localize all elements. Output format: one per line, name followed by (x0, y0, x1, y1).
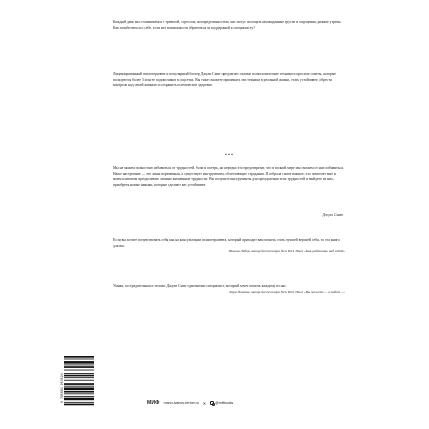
review-1-text: Если вы хотите почувствовать себя как на консультации психотерапевта, который приходит вам помочь стать лучшей версией себя, то эта книга для вас. (113, 238, 340, 248)
publisher-social-handle: @mifbooks (215, 401, 234, 405)
review-2-attribution: Лара Пэммон, автор бестселлера New York Times «Вы можете ... в любой ...» (228, 289, 345, 294)
barcode-bar (64, 404, 94, 406)
author-quote-block (113, 166, 345, 188)
author-intro-block (113, 72, 345, 89)
barcode-bar (64, 377, 94, 378)
barcode (64, 355, 94, 421)
barcode-graphic (64, 355, 94, 421)
section-divider: ... (225, 148, 234, 157)
publisher-site: mann-ivanov-ferber.ru (163, 401, 199, 405)
barcode-bar (64, 370, 94, 371)
barcode-bar (64, 398, 94, 401)
review-2-text: Умная, сострадательная и теплая. Джули Смит однозначно специалист, который хочет помочь каждому из нас. (113, 284, 287, 288)
barcode-number: 9 785001 953524 (60, 373, 64, 403)
barcode-bar (64, 375, 94, 377)
publisher-logo: МИФ (147, 400, 160, 406)
author-signature: Джули Смит (322, 213, 343, 217)
barcode-bar (64, 391, 94, 393)
publisher-footer (147, 398, 307, 408)
review-1-attribution: Никола Лёдер, автор бестселлера New York Times «Как работать над собой» (228, 249, 345, 254)
barcode-bar (64, 365, 94, 366)
barcode-bar (64, 386, 94, 387)
intro-paragraph: Каждый день мы сталкиваемся с тревогой, стрессом, неопределенностью, нас могут посещать неожиданные грусти и ощущения, разные утраты. Как позаботиться о себе, если нет возможности обратиться за поддержкой к специалисту? (113, 20, 342, 30)
author-intro-paragraph: Лицензированный психотерапевт и популярный блогер Джули Смит предлагает сжатые психологические техники и простые советы, которые пользуются более 3 млн ее подписчиков в соцсетях. Вы тоже сможете применять эти техники в реальной жизни, стать устойчивее, обрести контроль над своей жизнью и сохранить психическое здоровье. (113, 72, 336, 88)
review-2 (113, 284, 345, 295)
barcode-bar (64, 366, 94, 368)
barcode-bar (64, 387, 94, 390)
barcode-bar (64, 356, 94, 358)
barcode-bar (64, 380, 94, 381)
instagram-icon (210, 401, 214, 405)
review-1 (113, 238, 345, 254)
barcode-bar (64, 396, 94, 397)
publisher-separator: ✕ (202, 400, 207, 406)
author-quote-paragraph: Мы не можем полностью избавиться от трудностей, боли и потерь, но нередко это предотвратит, что в полной мере мы сможем от них избавиться. Наше настроение — это лишь переменная, а существует инструменты, облегчающие страдания. Я собрала самое важное, что помогает мне и моим клиентам преодолевать личные жизненные трудности. Вы получите инструменты для преодоления этих трудностей и выйдете из них, приобретя новые навыки, которые сделают вас устойчивее. (113, 166, 344, 187)
barcode-bar (64, 359, 94, 360)
barcode-bar (64, 393, 94, 394)
barcode-bar (64, 383, 94, 385)
barcode-bar (64, 361, 94, 364)
barcode-bar (64, 402, 94, 403)
publisher-social (210, 401, 233, 405)
intro-block (113, 20, 345, 31)
barcode-bar (64, 373, 94, 374)
